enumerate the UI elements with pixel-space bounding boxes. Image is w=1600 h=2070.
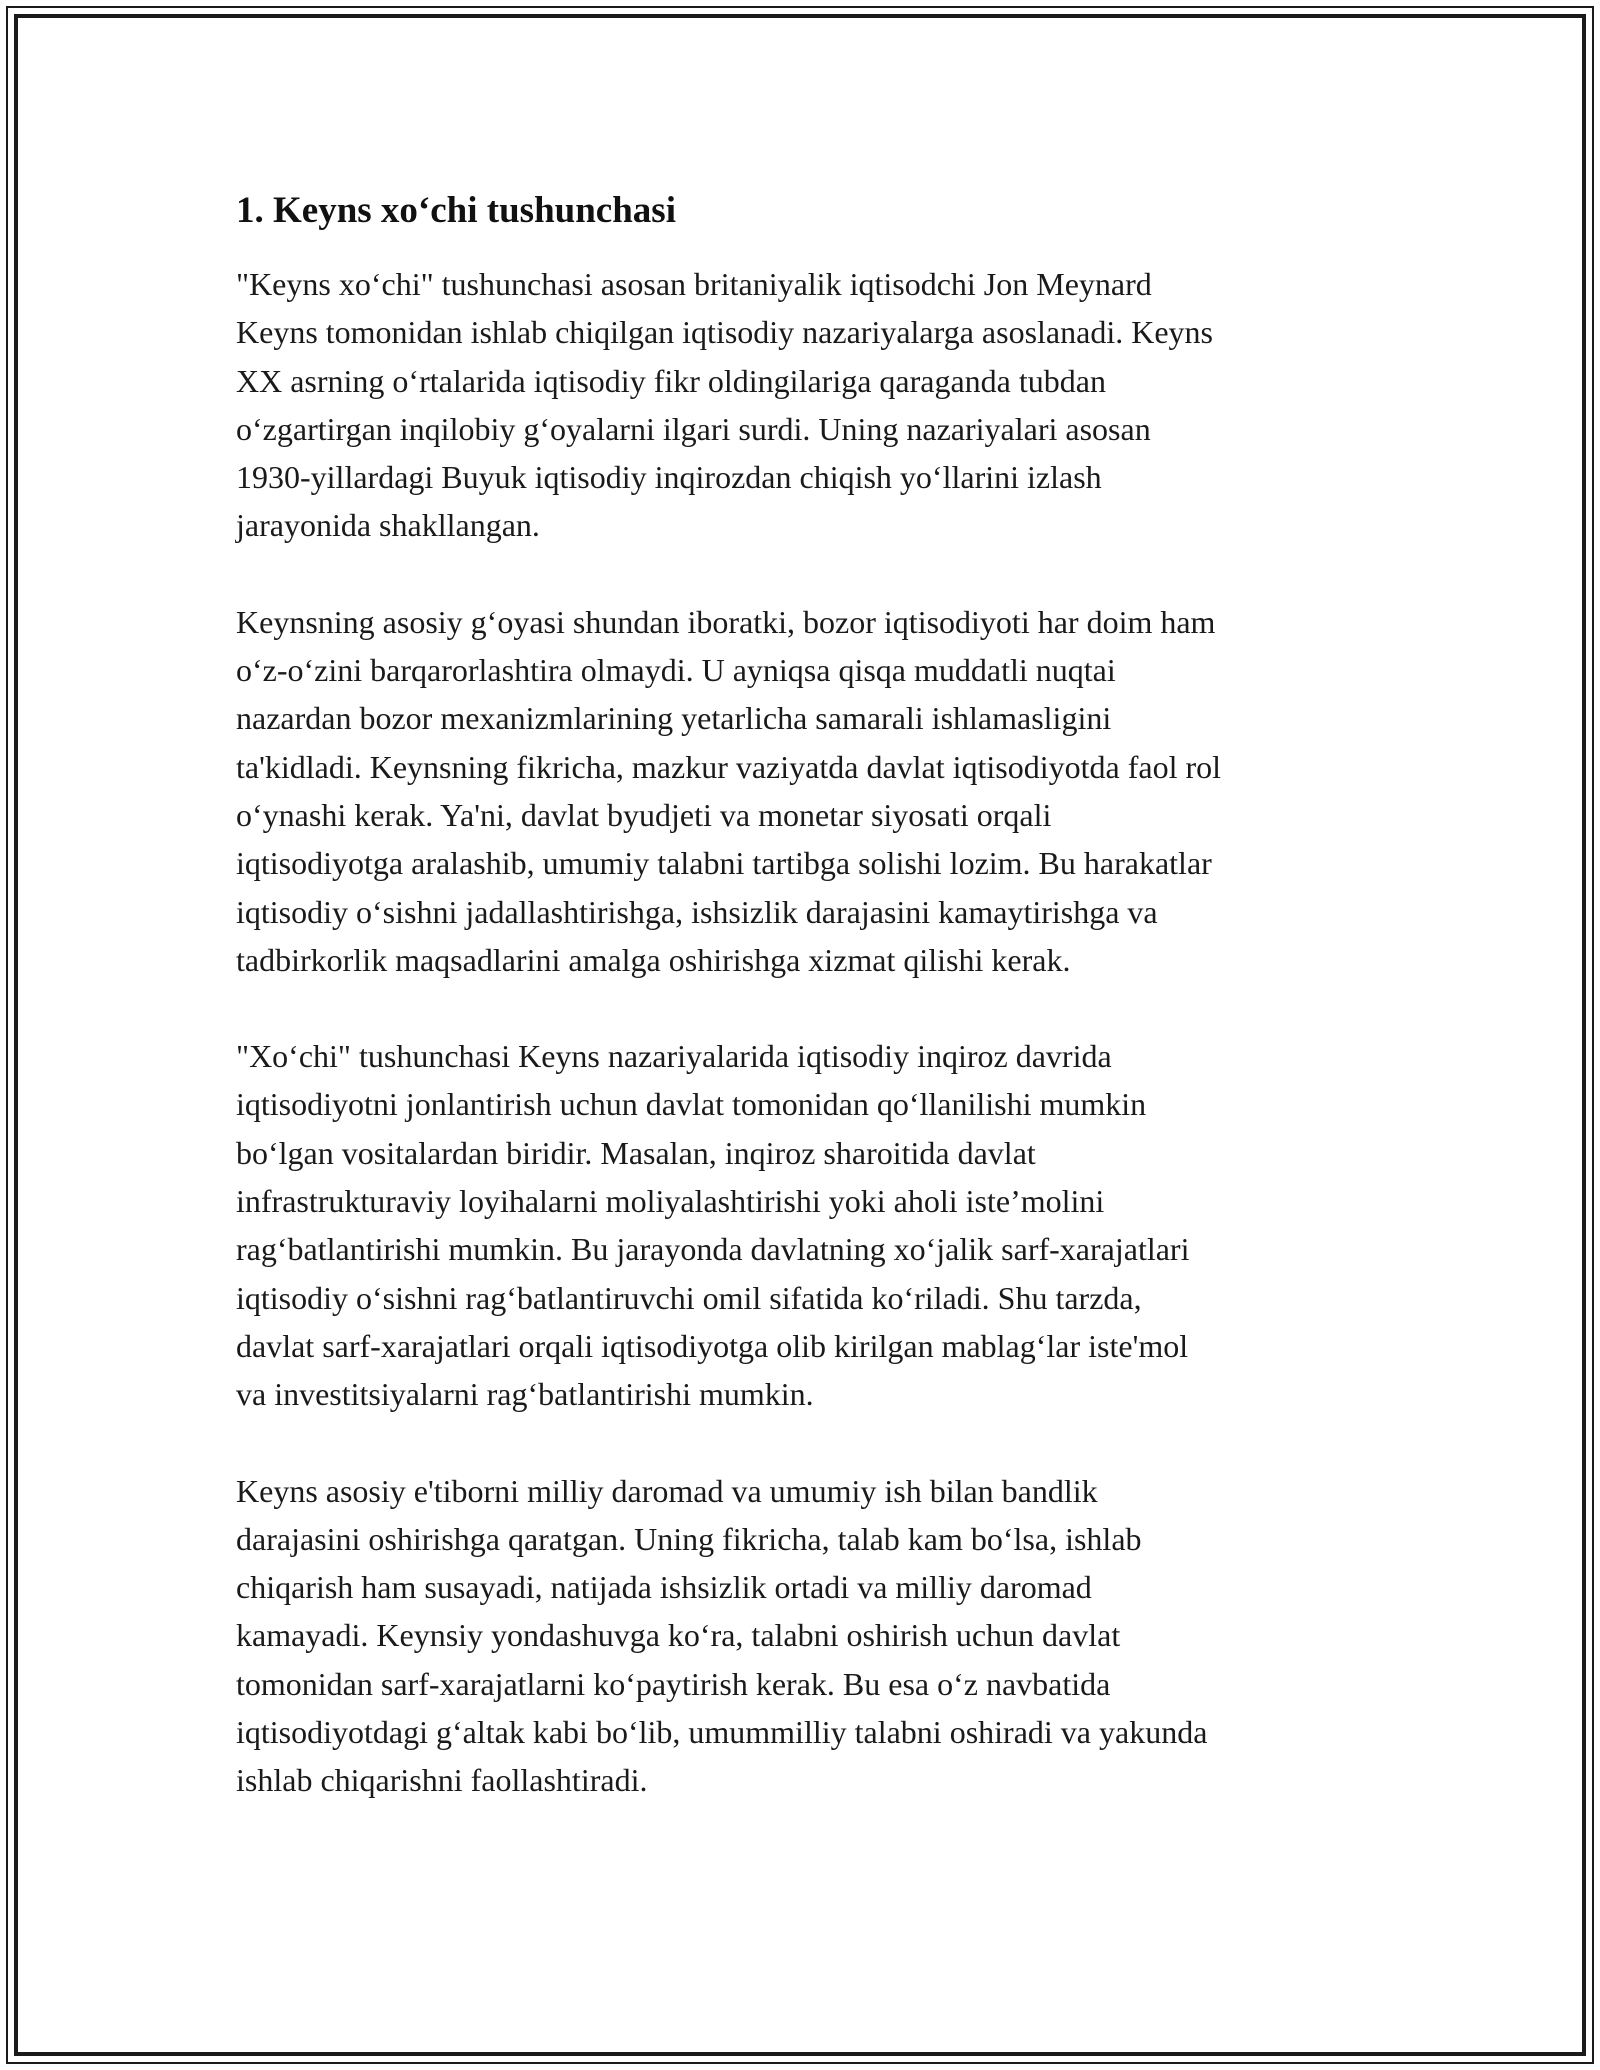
paragraph-4: [236, 1467, 1376, 1805]
text-line: Keyns asosiy e'tiborni milliy daromad va umumiy ish bilan bandlik: [236, 1472, 1098, 1509]
text-line: o‘zgartirgan inqilobiy g‘oyalarni ilgari surdi. Uning nazariyalari asosan: [236, 410, 1151, 447]
text-line: ishlab chiqarishni faollashtiradi.: [236, 1762, 648, 1799]
text-line: iqtisodiy o‘sishni jadallashtirishga, ishsizlik darajasini kamaytirishga va: [236, 893, 1158, 930]
text-line: kamayadi. Keynsiy yondashuvga ko‘ra, talabni oshirish uchun davlat: [236, 1617, 1121, 1654]
text-line: iqtisodiyotni jonlantirish uchun davlat tomonidan qo‘llanilishi mumkin: [236, 1086, 1147, 1123]
text-line: bo‘lgan vositalardan biridir. Masalan, inqiroz sharoitida davlat: [236, 1134, 1036, 1171]
text-line: "Keyns xo‘chi" tushunchasi asosan britaniyalik iqtisodchi Jon Meynard: [236, 266, 1152, 302]
text-line: ta'kidladi. Keynsning fikricha, mazkur vaziyatda davlat iqtisodiyotda faol rol: [236, 748, 1222, 785]
text-line: XX asrning o‘rtalarida iqtisodiy fikr oldingilariga qaraganda tubdan: [236, 362, 1106, 399]
text-line: Keynsning asosiy g‘oyasi shundan iboratki, bozor iqtisodiyoti har doim ham: [236, 603, 1216, 640]
paragraph-3: [236, 1032, 1376, 1418]
document-body: [236, 188, 1376, 1853]
text-line: 1930-yillardagi Buyuk iqtisodiy inqirozdan chiqish yo‘llarini izlash: [236, 459, 1102, 496]
text-line: jarayonida shakllangan.: [236, 507, 540, 544]
text-line: o‘ynashi kerak. Ya'ni, davlat byudjeti va monetar siyosati orqali: [236, 796, 1052, 833]
text-line: iqtisodiy o‘sishni rag‘batlantiruvchi omil sifatida ko‘riladi. Shu tarzda,: [236, 1279, 1142, 1316]
text-line: chiqarish ham susayadi, natijada ishsizlik ortadi va milliy daromad: [236, 1569, 1092, 1606]
section-heading: 1. Keyns xo‘chi tushunchasi: [236, 190, 676, 231]
text-line: davlat sarf-xarajatlari orqali iqtisodiyotga olib kirilgan mablag‘lar iste'mol: [236, 1327, 1189, 1364]
text-line: rag‘batlantirishi mumkin. Bu jarayonda davlatning xo‘jalik sarf-xarajatlari: [236, 1231, 1190, 1268]
paragraph-2: [236, 598, 1376, 984]
text-line: tadbirkorlik maqsadlarini amalga oshirishga xizmat qilishi kerak.: [236, 941, 1071, 978]
text-line: iqtisodiyotga aralashib, umumiy talabni tartibga solishi lozim. Bu harakatlar: [236, 845, 1212, 882]
text-line: nazardan bozor mexanizmlarining yetarlicha samarali ishlamasligini: [236, 700, 1112, 737]
text-line: tomonidan sarf-xarajatlarni ko‘paytirish kerak. Bu esa o‘z navbatida: [236, 1665, 1111, 1702]
text-line: Keyns tomonidan ishlab chiqilgan iqtisodiy nazariyalarga asoslanadi. Keyns: [236, 314, 1213, 351]
text-line: iqtisodiyotdagi g‘altak kabi bo‘lib, umummilliy talabni oshiradi va yakunda: [236, 1714, 1208, 1751]
paragraph-1: [236, 260, 1376, 550]
text-line: va investitsiyalarni rag‘batlantirishi mumkin.: [236, 1376, 814, 1413]
text-line: infrastrukturaviy loyihalarni moliyalashtirishi yoki aholi iste’molini: [236, 1183, 1105, 1220]
text-line: o‘z-o‘zini barqarorlashtira olmaydi. U ayniqsa qisqa muddatli nuqtai: [236, 652, 1116, 689]
text-line: darajasini oshirishga qaratgan. Uning fikricha, talab kam bo‘lsa, ishlab: [236, 1520, 1142, 1557]
text-line: "Xo‘chi" tushunchasi Keyns nazariyalarida iqtisodiy inqiroz davrida: [236, 1038, 1112, 1075]
